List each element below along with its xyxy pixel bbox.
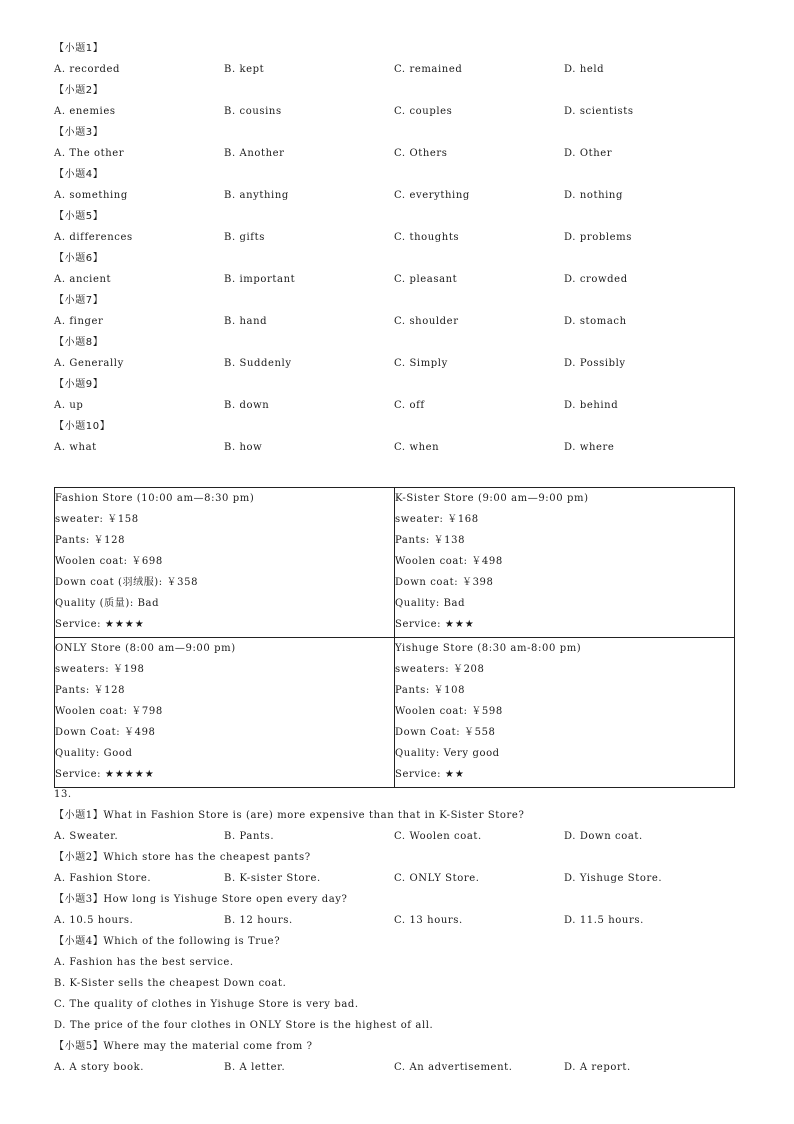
option-b: B. down — [224, 400, 270, 411]
option-b: B. kept — [224, 64, 265, 75]
table-row — [55, 488, 735, 638]
question-1-head: 【小题1】 — [54, 43, 104, 54]
question-2-stem: 【小题2】Which store has the cheapest pants? — [54, 852, 311, 863]
question-4-head: 【小题4】 — [54, 169, 104, 180]
store-detail-line: Quality: Good — [55, 748, 133, 759]
store-detail-line: Down Coat: ￥558 — [395, 727, 496, 738]
store-detail-line: Woolen coat: ￥698 — [55, 556, 163, 567]
option-a: A. Fashion Store. — [54, 873, 152, 884]
service-label: Service: — [395, 769, 445, 780]
option-a: A. something — [54, 190, 128, 201]
option-a: A. differences — [54, 232, 133, 243]
option-c: C. ONLY Store. — [394, 873, 480, 884]
option-c: C. Others — [394, 148, 448, 159]
store-detail-line: Woolen coat: ￥798 — [55, 706, 163, 717]
question-number: 13. — [54, 789, 72, 800]
option-c: C. shoulder — [394, 316, 459, 327]
option-c: C. 13 hours. — [394, 915, 463, 926]
option-c: C. Woolen coat. — [394, 831, 482, 842]
option-d: D. crowded — [564, 274, 628, 285]
option-a: A. recorded — [54, 64, 120, 75]
option-d: D. stomach — [564, 316, 627, 327]
question-2-head: 【小题2】 — [54, 85, 104, 96]
option-d: D. where — [564, 442, 615, 453]
question-4-option-b: B. K-Sister sells the cheapest Down coat. — [54, 978, 287, 989]
store-detail-line: sweater: ￥158 — [55, 514, 139, 525]
option-c: C. pleasant — [394, 274, 458, 285]
store-detail-line: Woolen coat: ￥598 — [395, 706, 503, 717]
option-c: C. remained — [394, 64, 463, 75]
store-detail-line: Pants: ￥108 — [395, 685, 466, 696]
question-3-head: 【小题3】 — [54, 127, 104, 138]
service-rating — [395, 764, 734, 785]
option-c: C. couples — [394, 106, 453, 117]
option-d: D. Down coat. — [564, 831, 643, 842]
question-3-stem: 【小题3】How long is Yishuge Store open every day? — [54, 894, 348, 905]
option-b: B. Suddenly — [224, 358, 292, 369]
option-b: B. cousins — [224, 106, 282, 117]
star-rating-icon: ★★ — [444, 769, 465, 780]
star-rating-icon: ★★★★ — [104, 619, 145, 630]
option-b: B. A letter. — [224, 1062, 286, 1073]
question-5-stem: 【小题5】Where may the material come from ? — [54, 1041, 313, 1052]
question-10-head: 【小题10】 — [54, 421, 111, 432]
store-detail-line: Down coat: ￥398 — [395, 577, 494, 588]
store-name-hours: Yishuge Store (8:30 am-8:00 pm) — [395, 643, 582, 654]
store-detail-line: sweaters: ￥198 — [55, 664, 145, 675]
option-a: A. what — [54, 442, 97, 453]
store-detail-line: sweater: ￥168 — [395, 514, 479, 525]
option-b: B. Another — [224, 148, 285, 159]
store-comparison-table — [54, 487, 735, 788]
option-a: A. 10.5 hours. — [54, 915, 134, 926]
option-c: C. An advertisement. — [394, 1062, 513, 1073]
option-a: A. up — [54, 400, 84, 411]
store-name-hours: Fashion Store (10:00 am—8:30 pm) — [55, 493, 255, 504]
option-b: B. anything — [224, 190, 289, 201]
option-d: D. Other — [564, 148, 613, 159]
store-detail-line: Down Coat: ￥498 — [55, 727, 156, 738]
option-c: C. Simply — [394, 358, 448, 369]
question-4-option-d: D. The price of the four clothes in ONLY Store is the highest of all. — [54, 1020, 434, 1031]
option-b: B. K-sister Store. — [224, 873, 321, 884]
option-b: B. how — [224, 442, 263, 453]
option-a: A. A story book. — [54, 1062, 145, 1073]
option-a: A. Sweater. — [54, 831, 119, 842]
option-d: D. 11.5 hours. — [564, 915, 644, 926]
option-b: B. Pants. — [224, 831, 275, 842]
service-rating — [55, 764, 394, 785]
option-d: D. Possibly — [564, 358, 626, 369]
option-a: A. Generally — [54, 358, 124, 369]
option-d: D. held — [564, 64, 605, 75]
store-name-hours: K-Sister Store (9:00 am—9:00 pm) — [395, 493, 589, 504]
option-d: D. behind — [564, 400, 619, 411]
option-b: B. important — [224, 274, 296, 285]
store-cell-yishuge — [395, 638, 735, 788]
option-d: D. A report. — [564, 1062, 631, 1073]
service-rating — [55, 614, 394, 635]
question-9-head: 【小题9】 — [54, 379, 104, 390]
option-a: A. finger — [54, 316, 104, 327]
option-d: D. Yishuge Store. — [564, 873, 663, 884]
store-detail-line: Pants: ￥138 — [395, 535, 466, 546]
question-4-stem: 【小题4】Which of the following is True? — [54, 936, 281, 947]
store-detail-line: Quality: Very good — [395, 748, 500, 759]
option-d: D. scientists — [564, 106, 634, 117]
question-5-head: 【小题5】 — [54, 211, 104, 222]
star-rating-icon: ★★★★★ — [104, 769, 155, 780]
option-a: A. The other — [54, 148, 125, 159]
question-8-head: 【小题8】 — [54, 337, 104, 348]
option-c: C. off — [394, 400, 425, 411]
option-d: D. problems — [564, 232, 632, 243]
option-c: C. when — [394, 442, 440, 453]
store-detail-line: sweaters: ￥208 — [395, 664, 485, 675]
service-label: Service: — [55, 769, 105, 780]
store-cell-fashion — [55, 488, 395, 638]
star-rating-icon: ★★★ — [444, 619, 475, 630]
table-row — [55, 638, 735, 788]
service-rating — [395, 614, 734, 635]
store-cell-only — [55, 638, 395, 788]
question-7-head: 【小题7】 — [54, 295, 104, 306]
store-detail-line: Down coat (羽绒服): ￥358 — [55, 577, 199, 588]
option-a: A. enemies — [54, 106, 116, 117]
service-label: Service: — [395, 619, 445, 630]
store-detail-line: Pants: ￥128 — [55, 535, 126, 546]
option-a: A. ancient — [54, 274, 112, 285]
option-c: C. everything — [394, 190, 470, 201]
service-label: Service: — [55, 619, 105, 630]
option-b: B. hand — [224, 316, 268, 327]
store-detail-line: Woolen coat: ￥498 — [395, 556, 503, 567]
store-detail-line: Pants: ￥128 — [55, 685, 126, 696]
option-b: B. 12 hours. — [224, 915, 293, 926]
question-6-head: 【小题6】 — [54, 253, 104, 264]
question-4-option-a: A. Fashion has the best service. — [54, 957, 234, 968]
store-detail-line: Quality (质量): Bad — [55, 598, 160, 609]
store-detail-line: Quality: Bad — [395, 598, 466, 609]
option-c: C. thoughts — [394, 232, 460, 243]
store-name-hours: ONLY Store (8:00 am—9:00 pm) — [55, 643, 236, 654]
store-cell-k-sister — [395, 488, 735, 638]
option-b: B. gifts — [224, 232, 265, 243]
question-4-option-c: C. The quality of clothes in Yishuge Store is very bad. — [54, 999, 359, 1010]
question-1-stem: 【小题1】What in Fashion Store is (are) more expensive than that in K-Sister Store? — [54, 810, 525, 821]
option-d: D. nothing — [564, 190, 623, 201]
